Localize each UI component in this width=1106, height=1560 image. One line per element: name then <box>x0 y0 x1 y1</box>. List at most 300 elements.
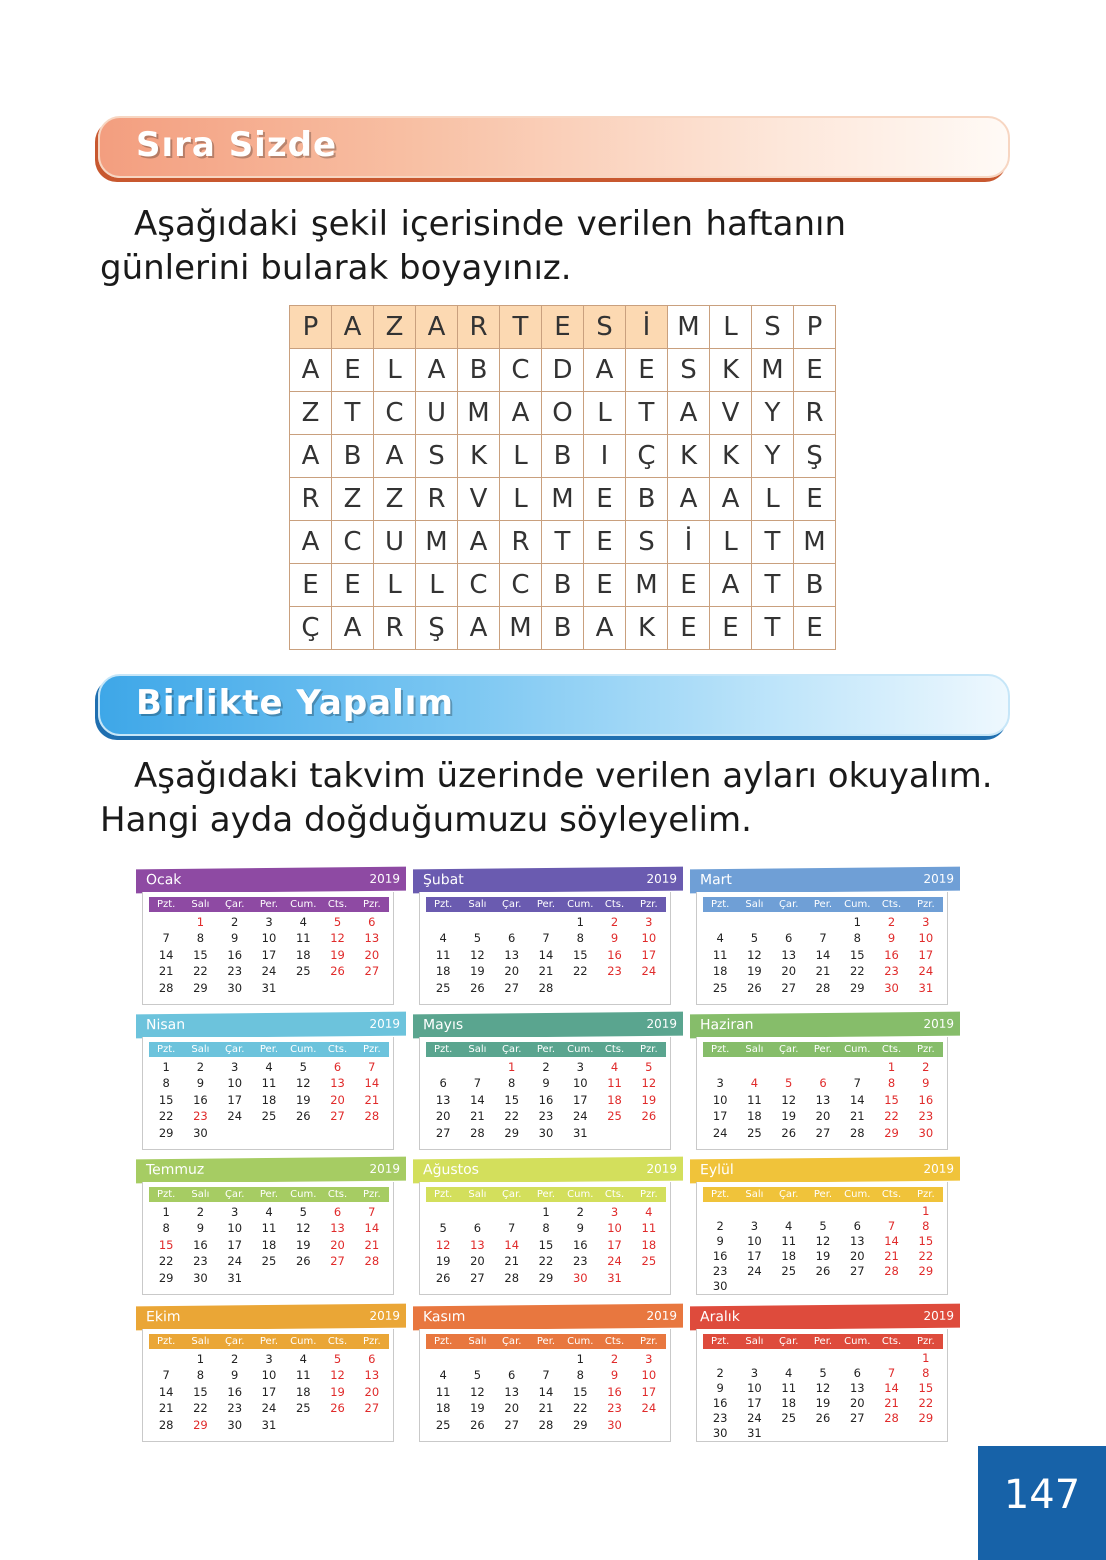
day-cell[interactable]: 16 <box>572 1237 588 1252</box>
day-cell[interactable]: 25 <box>781 1411 797 1425</box>
day-cell[interactable]: 25 <box>261 1254 277 1269</box>
day-cell[interactable]: 18 <box>607 1092 622 1107</box>
day-cell[interactable]: 2 <box>922 1060 930 1074</box>
day-cell[interactable]: 18 <box>712 964 728 979</box>
grid-cell[interactable]: R <box>290 478 332 521</box>
day-cell[interactable]: 3 <box>750 1366 759 1380</box>
grid-cell[interactable]: T <box>626 392 668 435</box>
grid-cell[interactable]: A <box>416 306 458 349</box>
day-cell[interactable]: 14 <box>884 1234 899 1248</box>
grid-cell[interactable]: L <box>500 478 542 521</box>
grid-cell[interactable]: I <box>584 435 626 478</box>
grid-cell[interactable]: A <box>710 564 752 607</box>
day-cell[interactable]: 6 <box>508 1368 516 1383</box>
grid-cell[interactable]: M <box>794 521 836 564</box>
day-cell[interactable]: 2 <box>542 1060 550 1074</box>
grid-cell[interactable]: Z <box>374 478 416 521</box>
day-cell[interactable]: 9 <box>576 1221 584 1236</box>
day-cell[interactable]: 1 <box>196 915 205 929</box>
day-cell[interactable]: 4 <box>299 915 307 929</box>
day-cell[interactable]: 2 <box>196 1060 205 1074</box>
day-cell[interactable]: 29 <box>849 980 865 995</box>
grid-cell[interactable]: T <box>542 521 584 564</box>
day-cell[interactable]: 27 <box>815 1125 831 1140</box>
day-cell[interactable]: 24 <box>641 1401 657 1416</box>
day-cell[interactable]: 4 <box>785 1219 793 1233</box>
day-cell[interactable]: 9 <box>716 1381 724 1395</box>
day-cell[interactable]: 17 <box>261 1384 277 1399</box>
day-cell[interactable]: 29 <box>918 1411 934 1425</box>
day-cell[interactable]: 17 <box>261 947 277 962</box>
day-cell[interactable]: 27 <box>504 980 520 995</box>
day-cell[interactable]: 5 <box>439 1221 447 1236</box>
day-cell[interactable]: 14 <box>158 947 174 962</box>
day-cell[interactable]: 21 <box>849 1109 865 1124</box>
day-cell[interactable]: 27 <box>330 1254 345 1269</box>
day-cell[interactable]: 10 <box>227 1221 243 1236</box>
day-cell[interactable]: 10 <box>712 1092 728 1107</box>
grid-cell[interactable]: S <box>752 306 794 349</box>
day-cell[interactable]: 13 <box>330 1221 345 1236</box>
day-cell[interactable]: 5 <box>299 1060 307 1074</box>
day-cell[interactable]: 8 <box>162 1221 170 1236</box>
day-cell[interactable]: 7 <box>819 931 827 946</box>
grid-cell[interactable]: E <box>584 521 626 564</box>
day-cell[interactable]: 24 <box>261 1401 277 1416</box>
grid-cell[interactable]: A <box>668 478 710 521</box>
grid-cell[interactable]: V <box>458 478 500 521</box>
day-cell[interactable]: 10 <box>641 931 657 946</box>
day-cell[interactable]: 8 <box>853 931 861 946</box>
day-cell[interactable]: 5 <box>299 1205 307 1219</box>
grid-cell[interactable]: Ç <box>626 435 668 478</box>
grid-cell[interactable]: B <box>626 478 668 521</box>
day-cell[interactable]: 7 <box>542 1368 550 1383</box>
day-cell[interactable]: 14 <box>504 1237 520 1252</box>
day-cell[interactable]: 16 <box>607 947 622 962</box>
day-cell[interactable]: 30 <box>572 1270 588 1285</box>
day-cell[interactable]: 10 <box>747 1234 762 1248</box>
grid-cell[interactable]: M <box>416 521 458 564</box>
grid-cell[interactable]: A <box>290 521 332 564</box>
day-cell[interactable]: 22 <box>918 1396 934 1410</box>
grid-cell[interactable]: A <box>584 607 626 650</box>
day-cell[interactable]: 9 <box>922 1076 930 1091</box>
grid-cell[interactable]: O <box>542 392 584 435</box>
day-cell[interactable]: 12 <box>815 1234 831 1248</box>
day-cell[interactable]: 21 <box>364 1237 380 1252</box>
day-cell[interactable]: 1 <box>196 1352 205 1366</box>
day-cell[interactable]: 16 <box>918 1092 934 1107</box>
day-cell[interactable]: 17 <box>747 1249 762 1263</box>
day-cell[interactable]: 4 <box>610 1060 619 1074</box>
day-cell[interactable]: 18 <box>295 1384 311 1399</box>
grid-cell[interactable]: L <box>374 349 416 392</box>
day-cell[interactable]: 23 <box>918 1109 934 1124</box>
day-cell[interactable]: 8 <box>196 1368 205 1383</box>
day-cell[interactable]: 10 <box>918 931 934 946</box>
grid-cell[interactable]: R <box>458 306 500 349</box>
day-cell[interactable]: 22 <box>193 1401 208 1416</box>
day-cell[interactable]: 29 <box>193 980 208 995</box>
grid-cell[interactable]: A <box>332 607 374 650</box>
day-cell[interactable]: 1 <box>162 1205 170 1219</box>
day-cell[interactable]: 18 <box>295 947 311 962</box>
day-cell[interactable]: 12 <box>295 1221 311 1236</box>
day-cell[interactable]: 9 <box>887 931 896 946</box>
grid-cell[interactable]: S <box>668 349 710 392</box>
day-cell[interactable]: 31 <box>261 980 277 995</box>
day-cell[interactable]: 1 <box>922 1351 930 1365</box>
day-cell[interactable]: 7 <box>162 931 170 946</box>
day-cell[interactable]: 17 <box>572 1092 588 1107</box>
day-cell[interactable]: 6 <box>368 1352 376 1366</box>
day-cell[interactable]: 26 <box>470 980 485 995</box>
day-cell[interactable]: 13 <box>815 1092 831 1107</box>
grid-cell[interactable]: U <box>374 521 416 564</box>
day-cell[interactable]: 3 <box>231 1205 239 1219</box>
grid-cell[interactable]: B <box>794 564 836 607</box>
day-cell[interactable]: 27 <box>364 964 380 979</box>
day-cell[interactable]: 9 <box>610 931 619 946</box>
day-cell[interactable]: 7 <box>162 1368 170 1383</box>
day-cell[interactable]: 24 <box>572 1109 588 1124</box>
day-cell[interactable]: 21 <box>884 1396 899 1410</box>
day-cell[interactable]: 13 <box>849 1381 865 1395</box>
grid-cell[interactable]: K <box>668 435 710 478</box>
day-cell[interactable]: 31 <box>747 1426 762 1440</box>
grid-cell[interactable]: T <box>332 392 374 435</box>
day-cell[interactable]: 28 <box>158 1417 174 1432</box>
grid-cell[interactable]: E <box>584 478 626 521</box>
day-cell[interactable]: 10 <box>261 1368 277 1383</box>
day-cell[interactable]: 1 <box>542 1205 550 1219</box>
day-cell[interactable]: 22 <box>193 964 208 979</box>
grid-cell[interactable]: R <box>374 607 416 650</box>
day-cell[interactable]: 4 <box>439 1368 447 1383</box>
day-cell[interactable]: 20 <box>364 947 380 962</box>
day-cell[interactable]: 15 <box>504 1092 520 1107</box>
day-cell[interactable]: 14 <box>364 1076 380 1091</box>
grid-cell[interactable]: A <box>374 435 416 478</box>
grid-cell[interactable]: E <box>668 607 710 650</box>
day-cell[interactable]: 23 <box>572 1254 588 1269</box>
day-cell[interactable]: 23 <box>193 1109 208 1124</box>
day-cell[interactable]: 17 <box>918 947 934 962</box>
day-cell[interactable]: 18 <box>747 1109 762 1124</box>
day-cell[interactable]: 2 <box>231 1352 239 1366</box>
day-cell[interactable]: 10 <box>607 1221 622 1236</box>
day-cell[interactable]: 10 <box>227 1076 243 1091</box>
day-cell[interactable]: 25 <box>607 1109 622 1124</box>
day-cell[interactable]: 12 <box>295 1076 311 1091</box>
day-cell[interactable]: 6 <box>508 931 516 946</box>
day-cell[interactable]: 14 <box>470 1092 485 1107</box>
day-cell[interactable]: 21 <box>504 1254 520 1269</box>
day-cell[interactable]: 30 <box>884 980 899 995</box>
day-cell[interactable]: 28 <box>364 1109 380 1124</box>
grid-cell[interactable]: Ş <box>416 607 458 650</box>
day-cell[interactable]: 11 <box>781 1381 797 1395</box>
day-cell[interactable]: 12 <box>330 1368 345 1383</box>
day-cell[interactable]: 13 <box>504 1384 520 1399</box>
day-cell[interactable]: 16 <box>607 1384 622 1399</box>
day-cell[interactable]: 26 <box>781 1125 797 1140</box>
day-cell[interactable]: 30 <box>918 1125 934 1140</box>
grid-cell[interactable]: T <box>500 306 542 349</box>
day-cell[interactable]: 22 <box>572 964 588 979</box>
day-cell[interactable]: 31 <box>607 1270 622 1285</box>
day-cell[interactable]: 31 <box>261 1417 277 1432</box>
day-cell[interactable]: 1 <box>887 1060 896 1074</box>
day-cell[interactable]: 30 <box>227 980 243 995</box>
day-cell[interactable]: 3 <box>265 915 273 929</box>
day-cell[interactable]: 24 <box>227 1109 243 1124</box>
day-cell[interactable]: 20 <box>504 964 520 979</box>
day-cell[interactable]: 9 <box>542 1076 550 1091</box>
day-cell[interactable]: 15 <box>572 1384 588 1399</box>
day-cell[interactable]: 22 <box>849 964 865 979</box>
day-cell[interactable]: 22 <box>918 1249 934 1263</box>
day-cell[interactable]: 18 <box>641 1237 657 1252</box>
grid-cell[interactable]: İ <box>668 521 710 564</box>
day-cell[interactable]: 9 <box>231 931 239 946</box>
day-cell[interactable]: 24 <box>747 1264 762 1278</box>
day-cell[interactable]: 30 <box>193 1270 208 1285</box>
day-cell[interactable]: 11 <box>781 1234 797 1248</box>
day-cell[interactable]: 25 <box>295 1401 311 1416</box>
day-cell[interactable]: 3 <box>716 1076 724 1091</box>
grid-cell[interactable]: U <box>416 392 458 435</box>
day-cell[interactable]: 18 <box>261 1237 277 1252</box>
day-cell[interactable]: 13 <box>364 1368 380 1383</box>
grid-cell[interactable]: Z <box>332 478 374 521</box>
grid-cell[interactable]: V <box>710 392 752 435</box>
day-cell[interactable]: 6 <box>333 1060 342 1074</box>
day-cell[interactable]: 22 <box>504 1109 520 1124</box>
day-cell[interactable]: 4 <box>439 931 447 946</box>
grid-cell[interactable]: E <box>626 349 668 392</box>
day-cell[interactable]: 8 <box>922 1219 930 1233</box>
grid-cell[interactable]: S <box>626 521 668 564</box>
grid-cell[interactable]: L <box>752 478 794 521</box>
grid-cell[interactable]: L <box>416 564 458 607</box>
day-cell[interactable]: 19 <box>470 1401 485 1416</box>
grid-cell[interactable]: K <box>626 607 668 650</box>
day-cell[interactable]: 11 <box>747 1092 762 1107</box>
day-cell[interactable]: 28 <box>884 1411 899 1425</box>
grid-cell[interactable]: S <box>416 435 458 478</box>
grid-cell[interactable]: T <box>752 564 794 607</box>
grid-cell[interactable]: R <box>416 478 458 521</box>
grid-cell[interactable]: P <box>794 306 836 349</box>
day-cell[interactable]: 24 <box>747 1411 762 1425</box>
day-cell[interactable]: 28 <box>158 980 174 995</box>
day-cell[interactable]: 6 <box>785 931 793 946</box>
day-cell[interactable]: 16 <box>193 1092 208 1107</box>
day-cell[interactable]: 4 <box>785 1366 793 1380</box>
grid-cell[interactable]: B <box>542 435 584 478</box>
grid-cell[interactable]: E <box>290 564 332 607</box>
day-cell[interactable]: 3 <box>231 1060 239 1074</box>
day-cell[interactable]: 25 <box>781 1264 797 1278</box>
day-cell[interactable]: 15 <box>918 1381 934 1395</box>
day-cell[interactable]: 28 <box>884 1264 899 1278</box>
grid-cell[interactable]: A <box>290 349 332 392</box>
day-cell[interactable]: 16 <box>884 947 899 962</box>
day-cell[interactable]: 4 <box>265 1205 273 1219</box>
grid-cell[interactable]: B <box>332 435 374 478</box>
day-cell[interactable]: 20 <box>330 1092 345 1107</box>
day-cell[interactable]: 5 <box>473 931 482 946</box>
grid-cell[interactable]: Z <box>374 306 416 349</box>
day-cell[interactable]: 30 <box>193 1125 208 1140</box>
day-cell[interactable]: 7 <box>887 1219 896 1233</box>
day-cell[interactable]: 18 <box>781 1249 797 1263</box>
day-cell[interactable]: 29 <box>158 1125 174 1140</box>
grid-cell[interactable]: M <box>626 564 668 607</box>
day-cell[interactable]: 6 <box>473 1221 482 1236</box>
grid-cell[interactable]: T <box>752 521 794 564</box>
day-cell[interactable]: 22 <box>884 1109 899 1124</box>
day-cell[interactable]: 1 <box>853 915 861 929</box>
day-cell[interactable]: 18 <box>435 1401 451 1416</box>
day-cell[interactable]: 25 <box>712 980 728 995</box>
day-cell[interactable]: 18 <box>435 964 451 979</box>
day-cell[interactable]: 25 <box>261 1109 277 1124</box>
day-cell[interactable]: 2 <box>887 915 896 929</box>
day-cell[interactable]: 13 <box>330 1076 345 1091</box>
day-cell[interactable]: 8 <box>196 931 205 946</box>
day-cell[interactable]: 12 <box>470 1384 485 1399</box>
day-cell[interactable]: 19 <box>295 1237 311 1252</box>
day-cell[interactable]: 12 <box>781 1092 797 1107</box>
day-cell[interactable]: 19 <box>641 1092 657 1107</box>
grid-cell[interactable]: B <box>458 349 500 392</box>
day-cell[interactable]: 19 <box>747 964 762 979</box>
grid-cell[interactable]: A <box>500 392 542 435</box>
day-cell[interactable]: 14 <box>815 947 831 962</box>
day-cell[interactable]: 4 <box>299 1352 307 1366</box>
day-cell[interactable]: 31 <box>918 980 934 995</box>
day-cell[interactable]: 13 <box>504 947 520 962</box>
day-cell[interactable]: 16 <box>227 947 243 962</box>
day-cell[interactable]: 14 <box>538 947 554 962</box>
day-cell[interactable]: 30 <box>538 1125 554 1140</box>
day-cell[interactable]: 9 <box>196 1076 205 1091</box>
day-cell[interactable]: 29 <box>193 1417 208 1432</box>
day-cell[interactable]: 22 <box>538 1254 554 1269</box>
day-cell[interactable]: 4 <box>750 1076 759 1091</box>
day-cell[interactable]: 19 <box>330 1384 345 1399</box>
day-cell[interactable]: 8 <box>542 1221 550 1236</box>
day-cell[interactable]: 27 <box>364 1401 380 1416</box>
day-cell[interactable]: 26 <box>815 1411 831 1425</box>
day-cell[interactable]: 24 <box>227 1254 243 1269</box>
day-cell[interactable]: 11 <box>712 947 728 962</box>
day-cell[interactable]: 13 <box>849 1234 865 1248</box>
day-cell[interactable]: 28 <box>470 1125 485 1140</box>
grid-cell[interactable]: E <box>668 564 710 607</box>
day-cell[interactable]: 24 <box>918 964 934 979</box>
day-cell[interactable]: 14 <box>849 1092 865 1107</box>
day-cell[interactable]: 17 <box>607 1237 622 1252</box>
day-cell[interactable]: 12 <box>470 947 485 962</box>
day-cell[interactable]: 24 <box>641 964 657 979</box>
day-cell[interactable]: 5 <box>819 1366 827 1380</box>
day-cell[interactable]: 28 <box>538 980 554 995</box>
day-cell[interactable]: 13 <box>470 1237 485 1252</box>
day-cell[interactable]: 22 <box>158 1254 174 1269</box>
day-cell[interactable]: 9 <box>610 1368 619 1383</box>
day-cell[interactable]: 11 <box>641 1221 657 1236</box>
day-cell[interactable]: 17 <box>641 947 657 962</box>
day-cell[interactable]: 12 <box>641 1076 657 1091</box>
grid-cell[interactable]: E <box>794 349 836 392</box>
day-cell[interactable]: 23 <box>227 1401 243 1416</box>
day-cell[interactable]: 29 <box>538 1270 554 1285</box>
day-cell[interactable]: 17 <box>227 1237 243 1252</box>
grid-cell[interactable]: Y <box>752 435 794 478</box>
day-cell[interactable]: 21 <box>538 964 554 979</box>
day-cell[interactable]: 23 <box>607 964 622 979</box>
day-cell[interactable]: 27 <box>849 1264 865 1278</box>
day-cell[interactable]: 24 <box>712 1125 728 1140</box>
grid-cell[interactable]: P <box>290 306 332 349</box>
day-cell[interactable]: 12 <box>815 1381 831 1395</box>
grid-cell[interactable]: R <box>794 392 836 435</box>
day-cell[interactable]: 28 <box>538 1417 554 1432</box>
day-cell[interactable]: 5 <box>750 931 759 946</box>
grid-cell[interactable]: E <box>542 306 584 349</box>
day-cell[interactable]: 24 <box>607 1254 622 1269</box>
day-cell[interactable]: 21 <box>538 1401 554 1416</box>
grid-cell[interactable]: K <box>710 435 752 478</box>
day-cell[interactable]: 3 <box>922 915 930 929</box>
grid-cell[interactable]: Z <box>290 392 332 435</box>
day-cell[interactable]: 9 <box>196 1221 205 1236</box>
grid-cell[interactable]: C <box>500 564 542 607</box>
day-cell[interactable]: 29 <box>504 1125 520 1140</box>
grid-cell[interactable]: M <box>500 607 542 650</box>
day-cell[interactable]: 15 <box>193 1384 208 1399</box>
grid-cell[interactable]: E <box>794 607 836 650</box>
day-cell[interactable]: 31 <box>572 1125 588 1140</box>
day-cell[interactable]: 4 <box>265 1060 273 1074</box>
day-cell[interactable]: 13 <box>364 931 380 946</box>
day-cell[interactable]: 23 <box>193 1254 208 1269</box>
day-cell[interactable]: 27 <box>781 980 797 995</box>
day-cell[interactable]: 11 <box>261 1076 277 1091</box>
grid-cell[interactable]: A <box>416 349 458 392</box>
day-cell[interactable]: 12 <box>435 1237 451 1252</box>
day-cell[interactable]: 29 <box>918 1264 934 1278</box>
grid-cell[interactable]: A <box>290 435 332 478</box>
day-cell[interactable]: 2 <box>610 1352 619 1366</box>
day-cell[interactable]: 26 <box>330 1401 345 1416</box>
day-cell[interactable]: 25 <box>641 1254 657 1269</box>
day-cell[interactable]: 30 <box>607 1417 622 1432</box>
day-cell[interactable]: 7 <box>368 1205 376 1219</box>
day-cell[interactable]: 25 <box>435 1417 451 1432</box>
day-cell[interactable]: 5 <box>645 1060 653 1074</box>
day-cell[interactable]: 21 <box>158 964 174 979</box>
day-cell[interactable]: 26 <box>330 964 345 979</box>
day-cell[interactable]: 17 <box>712 1109 728 1124</box>
grid-cell[interactable]: B <box>542 607 584 650</box>
day-cell[interactable]: 19 <box>435 1254 451 1269</box>
day-cell[interactable]: 20 <box>330 1237 345 1252</box>
